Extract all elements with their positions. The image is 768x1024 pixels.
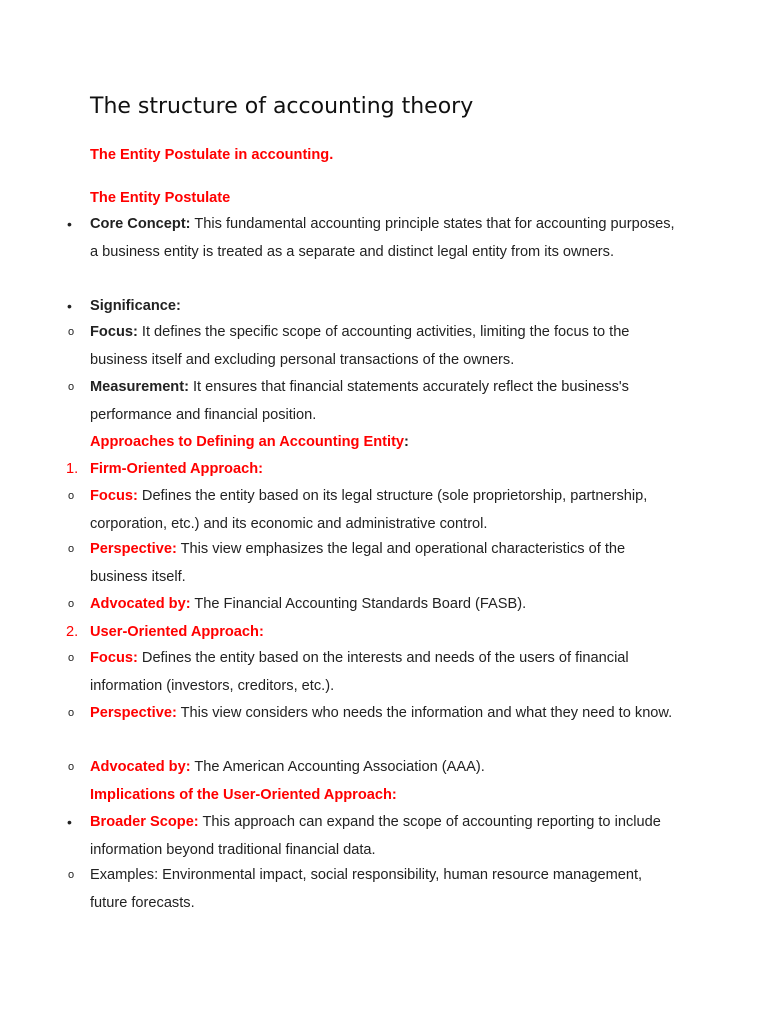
user-advocated-label: Advocated by: xyxy=(90,759,191,775)
user-perspective-text: This view considers who needs the information and what they need to know. xyxy=(176,705,673,721)
core-concept-text: This fundamental accounting principle states that for accounting purposes, a business entity is treated as a separate and distinct legal entity from its owners. xyxy=(90,216,675,260)
firm-advocated-text: The Financial Accounting Standards Board (FASB). xyxy=(190,596,527,612)
firm-perspective-text: This view emphasizes the legal and operational characteristics of the business itself. xyxy=(90,541,626,585)
implications-heading: Implications of the User-Oriented Approach: xyxy=(90,787,397,803)
circle-marker: o xyxy=(68,326,75,338)
circle-marker: o xyxy=(68,543,75,555)
circle-marker: o xyxy=(68,707,75,719)
circle-marker: o xyxy=(68,598,75,610)
section-heading: The Entity Postulate xyxy=(90,190,231,206)
user-advocated-text: The American Accounting Association (AAA). xyxy=(190,759,485,775)
firm-focus-text: Defines the entity based on its legal structure (sole proprietorship, partnership, corporation, etc.) and its economic and administrative control. xyxy=(90,488,648,532)
approaches-heading-colon: : xyxy=(404,434,409,450)
user-focus-label: Focus: xyxy=(90,650,138,666)
firm-oriented-label: Firm-Oriented Approach: xyxy=(90,461,263,477)
user-focus-text: Defines the entity based on the interests and needs of the users of financial information (investors, creditors, etc.). xyxy=(90,650,629,694)
list-number-1: 1. xyxy=(66,461,79,477)
focus-label: Focus: xyxy=(90,324,138,340)
user-oriented-label: User-Oriented Approach: xyxy=(90,624,264,640)
list-item-examples xyxy=(68,862,680,917)
approaches-heading-text: Approaches to Defining an Accounting Entity xyxy=(90,434,405,450)
bullet-marker: • xyxy=(67,216,72,232)
examples-text: Examples: Environmental impact, social responsibility, human resource management, future forecasts. xyxy=(90,867,643,911)
list-item-firm-focus xyxy=(68,483,680,538)
list-item-significance xyxy=(67,293,680,321)
subtitle: The Entity Postulate in accounting. xyxy=(90,147,334,163)
list-item-focus xyxy=(68,319,680,374)
circle-marker: o xyxy=(68,490,75,502)
list-item-firm-perspective xyxy=(68,536,680,591)
circle-marker: o xyxy=(68,869,75,881)
list-item-firm-advocated xyxy=(68,591,680,619)
list-item-user-focus xyxy=(68,645,680,700)
significance-label: Significance: xyxy=(90,298,181,314)
user-perspective-label: Perspective: xyxy=(90,705,177,721)
broader-scope-text: This approach can expand the scope of accounting reporting to include information beyond traditional financial data. xyxy=(90,814,661,858)
list-number-2: 2. xyxy=(66,624,79,640)
list-item-measurement xyxy=(68,374,680,429)
list-item-user-oriented xyxy=(66,619,680,647)
core-concept-label: Core Concept: xyxy=(90,216,191,232)
list-item-user-advocated xyxy=(68,754,680,782)
firm-perspective-label: Perspective: xyxy=(90,541,177,557)
document-title: The structure of accounting theory xyxy=(90,94,474,119)
bullet-marker: • xyxy=(67,814,72,830)
circle-marker: o xyxy=(68,381,75,393)
focus-text: It defines the specific scope of accounting activities, limiting the focus to the business itself and excluding personal transactions of the owners. xyxy=(90,324,630,368)
broader-scope-label: Broader Scope: xyxy=(90,814,199,830)
measurement-label: Measurement: xyxy=(90,379,189,395)
circle-marker: o xyxy=(68,652,75,664)
firm-advocated-label: Advocated by: xyxy=(90,596,191,612)
list-item-core-concept xyxy=(67,211,680,266)
bullet-marker: • xyxy=(67,298,72,314)
circle-marker: o xyxy=(68,761,75,773)
list-item-firm-oriented xyxy=(66,456,680,484)
approaches-heading xyxy=(90,434,409,450)
list-item-user-perspective xyxy=(68,700,680,728)
list-item-broader-scope xyxy=(67,809,680,864)
measurement-text: It ensures that financial statements accurately reflect the business's performance and financial position. xyxy=(90,379,629,423)
firm-focus-label: Focus: xyxy=(90,488,138,504)
